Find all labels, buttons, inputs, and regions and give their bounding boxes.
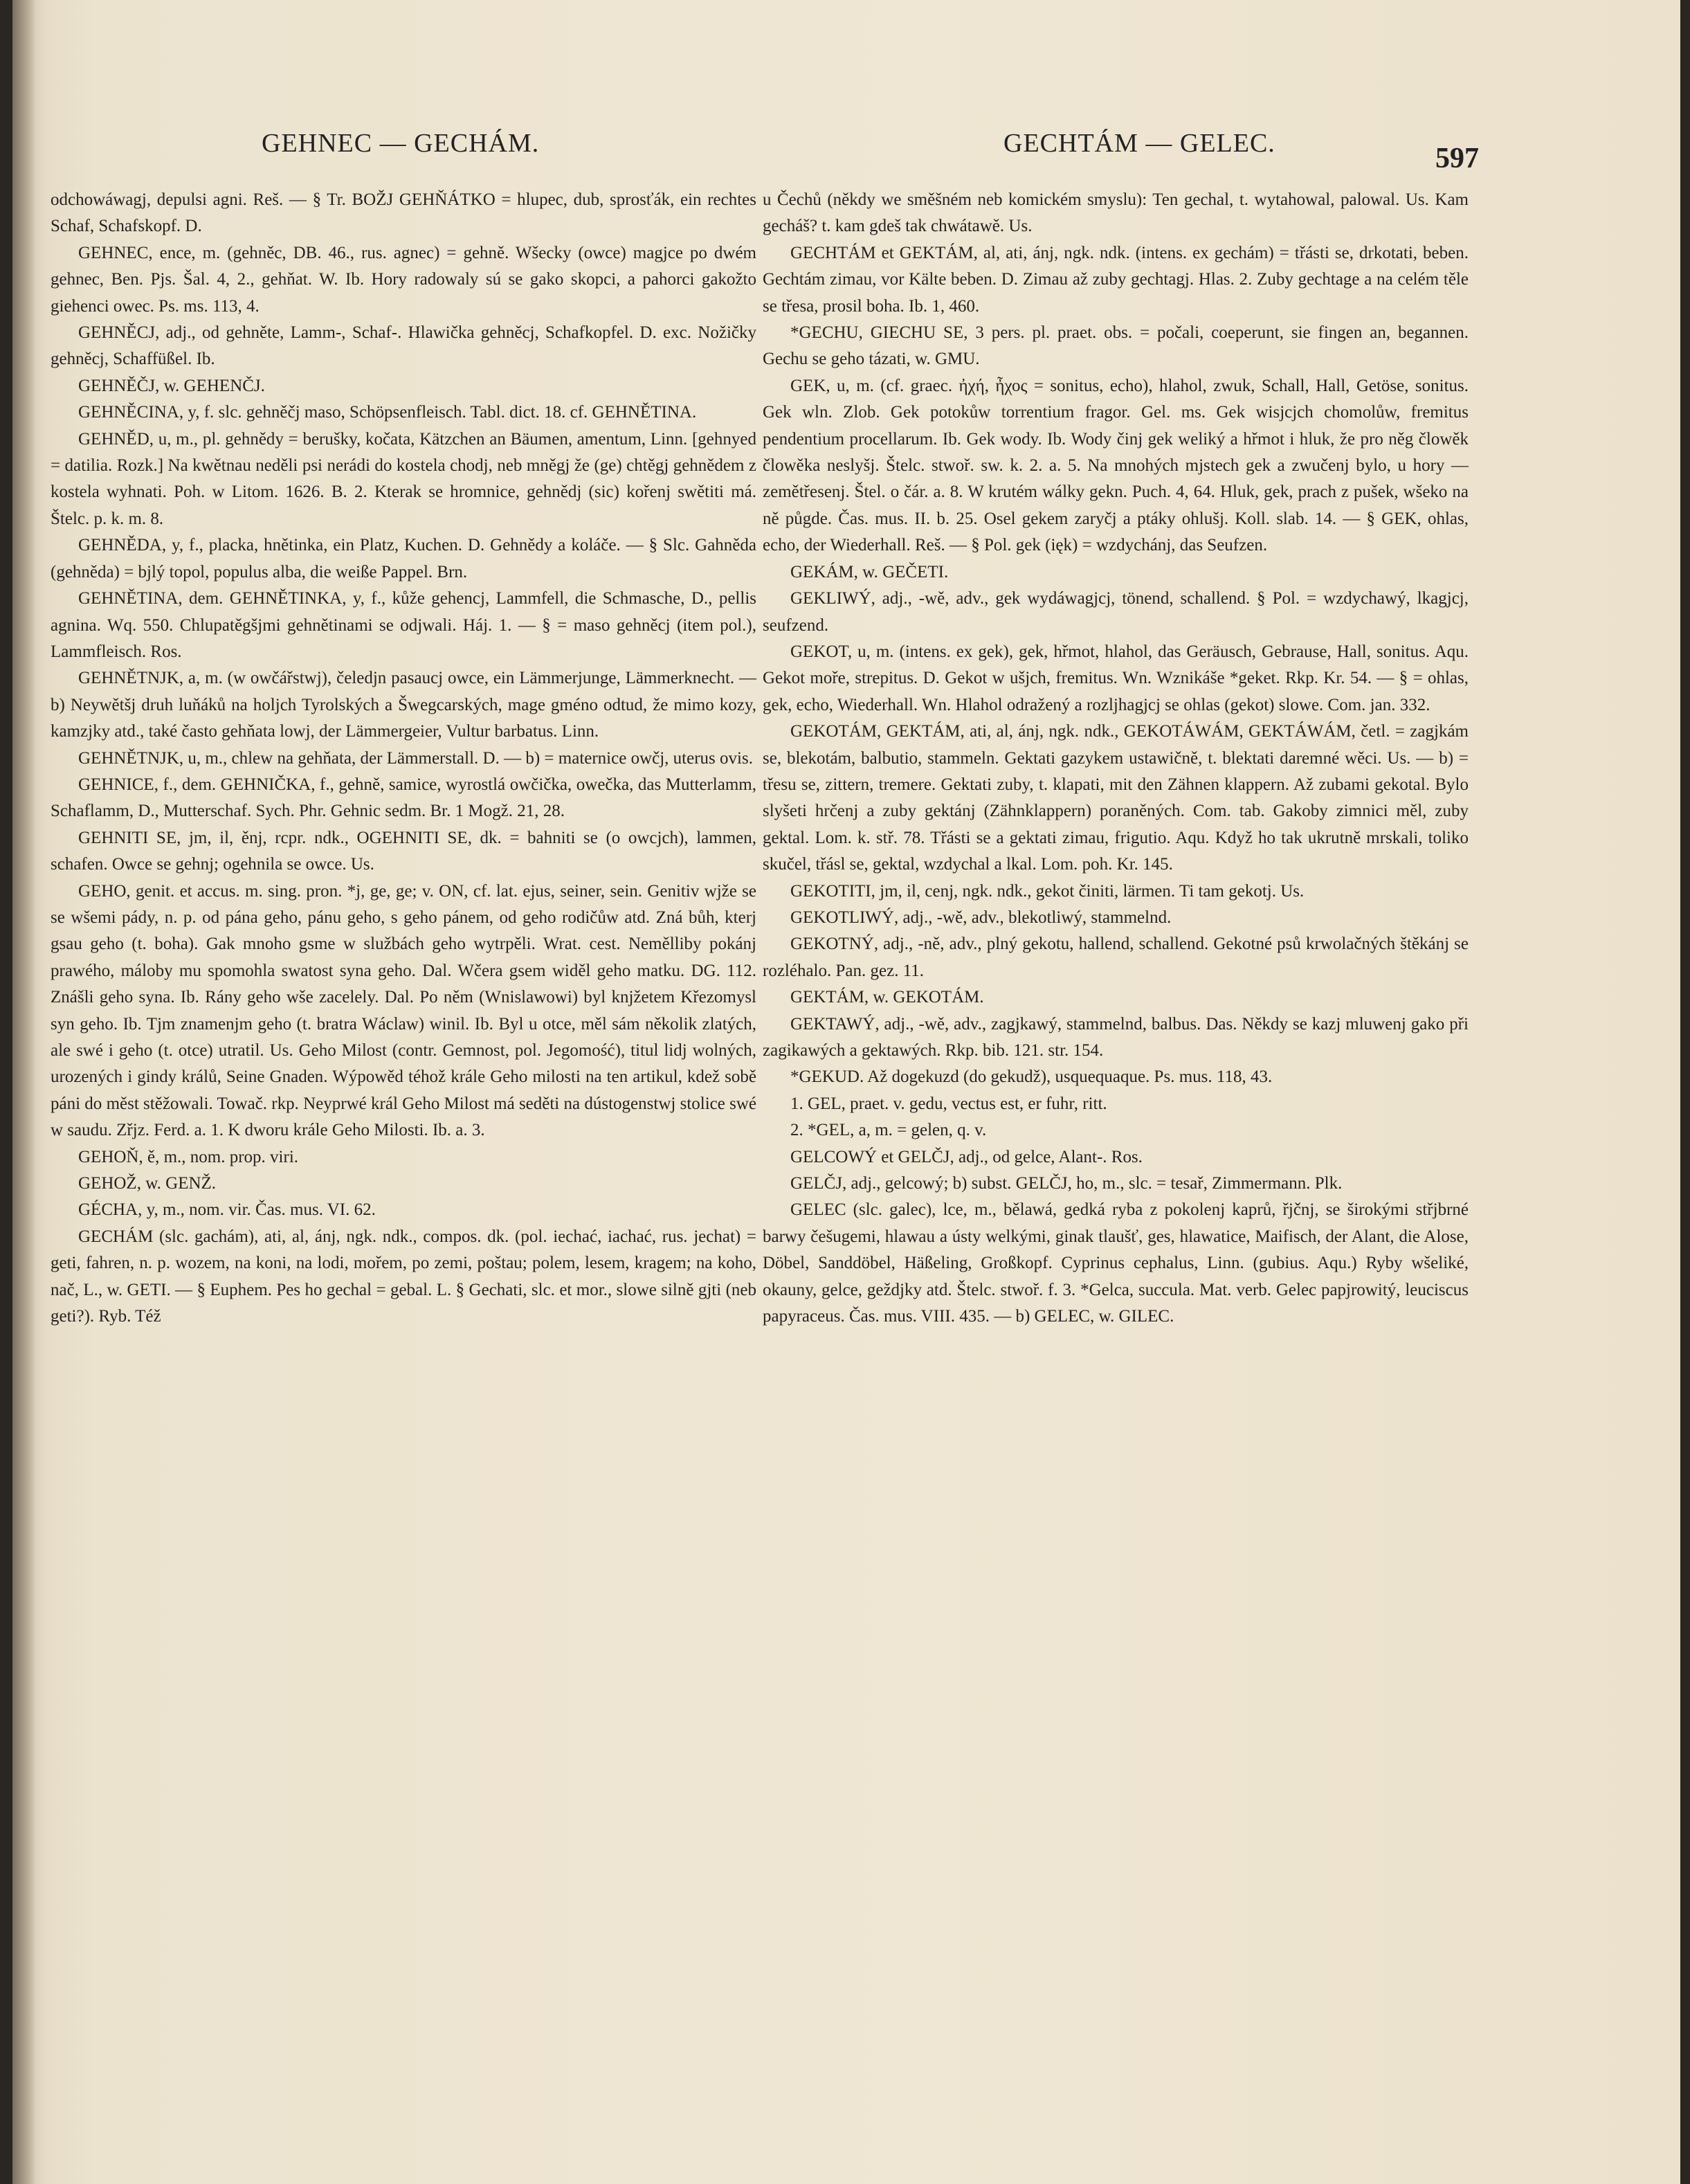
entry-gechu: *GECHU, GIECHU SE, 3 pers. pl. praet. obs. = počali, coeperunt, sie fingen an, begannen. Gechu se geho tázati, w. GMU. — [763, 323, 1469, 369]
entry-gekot: GEKOT, u, m. (intens. ex gek), gek, hřmot, hlahol, das Geräusch, Gebrause, Hall, sonitus. Aqu. Gekot moře, strepitus. D. Gekot w ušjch, fremitus. Wn. Wznikáše *geket. Rkp. Kr. 54. — § = ohlas, gek, echo, Wiederhall. Wn. Hlahol odražený a rozljhagjcj se ohlas (gekot) slowe. Com. jan. 332. — [763, 642, 1469, 714]
entry-gekliwy: GEKLIWÝ, adj., -wě, adv., gek wydáwagjcj, tönend, schallend. § Pol. = wzdychawý, lkagjcj, seufzend. — [763, 589, 1469, 635]
dictionary-page — [12, 0, 1680, 2184]
entry-gecha: GÉCHA, y, m., nom. vir. Čas. mus. VI. 62. — [78, 1200, 376, 1220]
right-running-head: GECHTÁM — GELEC. — [1003, 129, 1275, 158]
entry-gehon: GEHOŇ, ě, m., nom. prop. viri. — [78, 1147, 299, 1166]
entry-gekud: *GEKUD. Až dogekuzd (do gekudž), usquequaque. Ps. mus. 118, 43. — [790, 1067, 1273, 1087]
entry-continuation: u Čechů (někdy we směšném neb komickém smyslu): Ten gechal, t. wytahowal, palowal. Us. Kam gecháš? t. kam gdeš tak chwátawě. Us. — [763, 190, 1469, 236]
entry-paragraph: odchowáwagj, depulsi agni. Reš. — § Tr. BOŽJ GEHŇÁTKO = hlupec, dub, sprosťák, ein rechtes Schaf, Schafskopf. D. — [51, 190, 756, 236]
left-column — [51, 187, 756, 1959]
entry-gektawy: GEKTAWÝ, adj., -wě, adv., zagjkawý, stammelnd, balbus. Das. Někdy se kazj mluwenj gako při zagikawých a gektawých. Rkp. bib. 121. str. 154. — [763, 1014, 1469, 1060]
entry-gehnec: GEHNEC, ence, m. (gehněc, DB. 46., rus. agnec) = gehně. Wšecky (owce) magjce po dwém gehnec, Ben. Pjs. Šal. 4, 2., gehňat. W. Ib. Hory radowaly sú se gako skopci, a pahorci gakožto giehenci owec. Ps. ms. 113, 4. — [51, 243, 756, 316]
entry-gehnice: GEHNICE, f., dem. GEHNIČKA, f., gehně, samice, wyrostlá owčička, owečka, das Mutterlamm, Schaflamm, D., Mutterschaf. Sych. Phr. Gehnic sedm. Br. 1 Mogž. 21, 28. — [51, 775, 756, 821]
entry-gekam: GEKÁM, w. GEČETI. — [790, 562, 949, 581]
page-number: 597 — [1435, 143, 1479, 174]
entry-gehnecina: GEHNĚCINA, y, f. slc. gehněčj maso, Schöpsenfleisch. Tabl. dict. 18. cf. GEHNĚTINA. — [78, 403, 697, 422]
entry-gekotliwy: GEKOTLIWÝ, adj., -wě, adv., blekotliwý, stammelnd. — [790, 908, 1172, 927]
book-spine-shadow — [12, 0, 36, 2184]
entry-gekotny: GEKOTNÝ, adj., -ně, adv., plný gekotu, hallend, schallend. Gekotné psů krwolačných štěkánj se rozléhalo. Pan. gez. 11. — [763, 935, 1469, 980]
entry-gehneda: GEHNĚDA, y, f., placka, hnětinka, ein Platz, Kuchen. D. Gehnědy a koláče. — § Slc. Gahněda (gehněda) = bjlý topol, populus alba, die weiße Pappel. Brn. — [51, 536, 756, 581]
entry-gektam: GEKTÁM, w. GEKOTÁM. — [790, 988, 984, 1007]
entry-gek: GEK, u, m. (cf. graec. ἠχή, ἦχος = sonitus, echo), hlahol, zwuk, Schall, Hall, Getöse, sonitus. Gek wln. Zlob. Gek potokůw torrentium fragor. Gel. ms. Gek wisjcjch chomolůw, fremitus pendentium procellarum. Ib. Gek wody. Ib. Wody činj gek weliký a hřmot i hluk, že pro něg člowěk člowěka neslyšj. Štelc. stwoř. sw. k. 2. a. 5. Na mnohých mjstech gek a zwučenj bylo, u hory — zemětřesenj. Štel. o čár. a. 8. W krutém wálky gekn. Puch. 4, 64. Hluk, gek, prach z pušek, wšeko na ně půgde. Čas. mus. II. b. 25. Osel gekem zaryčj a ptáky ohlušj. Koll. slab. 14. — § GEK, ohlas, echo, der Wiederhall. Reš. — § Pol. gek (ięk) = wzdychánj, das Seufzen. — [763, 376, 1469, 555]
entry-gehnecj-ref: GEHNĚČJ, w. GEHENČJ. — [78, 376, 265, 395]
entry-gehnetnjk-u: GEHNĚTNJK, u, m., chlew na gehňata, der Lämmerstall. D. — b) = maternice owčj, uterus ovis. — [78, 748, 753, 768]
entry-gehnetnjk-a: GEHNĚTNJK, a, m. (w owčářstwj), čeledjn pasaucj owce, ein Lämmerjunge, Lämmerknecht. — b) Neywětšj druh luňáků na holjch Tyrolských a Šwegcarských, mage gméno odtud, že mimo kozy, kamzjky atd., také často gehňata lowj, der Lämmergeier, Vultur barbatus. Linn. — [51, 669, 756, 741]
entry-gelcj: GELČJ, adj., gelcowý; b) subst. GELČJ, ho, m., slc. = tesař, Zimmermann. Plk. — [790, 1174, 1343, 1193]
entry-geho: GEHO, genit. et accus. m. sing. pron. *j, ge, ge; v. ON, cf. lat. ejus, seiner, sein. Genitiv wjže se se wšemi pády, n. p. od pána geho, pánu geho, s geho pánem, od geho rodičůw atd. Zná bůh, kterj gsau geho (t. boha). Gak mnoho gsme w službách geho wytrpěli. Wrat. cest. Nemělliby pokánj prawého, máloby mu spomohla swatost syna geho. Dal. Wčera gsem widěl geho matku. DG. 112. Znášli geho syna. Ib. Rány geho wše zacelely. Dal. Po něm (Wnislawowi) byl knjžetem Křezomysl syn geho. Ib. Tjm znamenjm geho (t. bratra Wáclaw) winil. Ib. Byl u otce, měl sám několik zlatých, ale swé i geho (t. otce) utratil. Us. Geho Milost (contr. Gemnost, pol. Jegomość), titul lidj wolných, urozených i gindy králů, Seine Gnaden. Wýpowěd téhož krále Geho milosti na ten artikul, kdež sobě páni do měst stěžowali. Towač. rkp. Neyprwé král Geho Milost má seděti na dústogenstwj stolice swé w saudu. Zřjz. Ferd. a. 1. K dworu krále Geho Milosti. Ib. a. 3. — [51, 881, 756, 1140]
entry-gelec: GELEC (slc. galec), lce, m., bělawá, gedká ryba z pokolenj kaprů, řjčnj, se širokými střjbrné barwy češugemi, hlawau a ústy welkými, ginak tlaušť, ges, hlawatice, Maifisch, der Alant, die Alose, Döbel, Sanddöbel, Häßeling, Großkopf. Cyprinus cephalus, Linn. (gubius. Aqu.) Ryby wšeliké, okauny, gelce, geždjky atd. Štelc. stwoř. f. 3. *Gelca, succula. Mat. verb. Gelec papjrowitý, leuciscus papyraceus. Čas. mus. VIII. 435. — b) GELEC, w. GILEC. — [763, 1200, 1469, 1326]
entry-gelcowy: GELCOWÝ et GELČJ, adj., od gelce, Alant-. Ros. — [790, 1147, 1143, 1166]
entry-gel-1: 1. GEL, praet. v. gedu, vectus est, er fuhr, ritt. — [790, 1094, 1107, 1113]
right-column — [763, 187, 1469, 1710]
entry-gekotiti: GEKOTITI, jm, il, cenj, ngk. ndk., gekot činiti, lärmen. Ti tam gekotj. Us. — [790, 881, 1305, 901]
entry-gekotam: GEKOTÁM, GEKTÁM, ati, al, ánj, ngk. ndk., GEKOTÁWÁM, GEKTÁWÁM, četl. = zagjkám se, blekotám, balbutio, stammeln. Gektati gazykem ustawičně, t. blektati daremné wěci. Us. — b) = třesu se, zittern, tremere. Gektati zuby, t. klapati, mit den Zähnen klappern. Až zubami gekotal. Bylo slyšeti hrčenj a zuby gektánj (Zähnklappern) poraněných. Com. tab. Gakoby zimnici měl, zuby gektal. Lom. k. stř. 78. Třásti se a gektati zimau, frigutio. Aqu. Když ho tak ukrutně mrskali, toliko skučel, třásl se, gektal, wzdychal a lkal. Lom. poh. Kr. 145. — [763, 722, 1469, 874]
entry-gehniti: GEHNITI SE, jm, il, ěnj, rcpr. ndk., OGEHNITI SE, dk. = bahniti se (o owcjch), lammen, schafen. Owce se gehnj; ogehnila se owce. Us. — [51, 828, 756, 874]
entry-gehned: GEHNĚD, u, m., pl. gehnědy = berušky, kočata, Kätzchen an Bäumen, amentum, Linn. [gehnyed = datilia. Rozk.] Na kwětnau neděli psi nerádi do kostela chodj, neb mněgj že (ge) chtěgj gehnědem z kostela wyhnati. Poh. w Litom. 1626. B. 2. Kterak se hromnice, gehnědj (sic) kořenj swětiti má. Štelc. p. k. m. 8. — [51, 429, 756, 528]
entry-gehnecj: GEHNĚCJ, adj., od gehněte, Lamm-, Schaf-. Hlawička gehněcj, Schafkopfel. D. exc. Nožičky gehněcj, Schaffüßel. Ib. — [51, 323, 756, 369]
entry-gechtam: GECHTÁM et GEKTÁM, al, ati, ánj, ngk. ndk. (intens. ex gechám) = třásti se, drkotati, beben. Gechtám zimau, vor Kälte beben. D. Zimau až zuby gechtagj. Hlas. 2. Zuby gechtage a na celém těle se třesa, prosil boha. Ib. 1, 460. — [763, 243, 1469, 316]
entry-gecham: GECHÁM (slc. gachám), ati, al, ánj, ngk. ndk., compos. dk. (pol. iechać, iachać, rus. jechat) = geti, fahren, n. p. wozem, na koni, na lodi, mořem, po zemi, poštau; polem, lesem, kragem; na koho, nač, L., w. GETI. — § Euphem. Pes ho gechal = gebal. L. § Gechati, slc. et mor., slowe silně gjti (neb geti?). Ryb. Též — [51, 1227, 756, 1326]
left-running-head: GEHNEC — GECHÁM. — [262, 129, 540, 158]
entry-gehoz: GEHOŽ, w. GENŽ. — [78, 1174, 217, 1193]
entry-gel-2: 2. *GEL, a, m. = gelen, q. v. — [790, 1121, 987, 1140]
entry-gehnetina: GEHNĚTINA, dem. GEHNĚTINKA, y, f., kůže gehencj, Lammfell, die Schmasche, D., pellis agnina. Wq. 550. Chlupatěgšjmi gehnětinami se odjwali. Háj. 1. — § = maso gehněcj (item pol.), Lammfleisch. Ros. — [51, 589, 756, 661]
